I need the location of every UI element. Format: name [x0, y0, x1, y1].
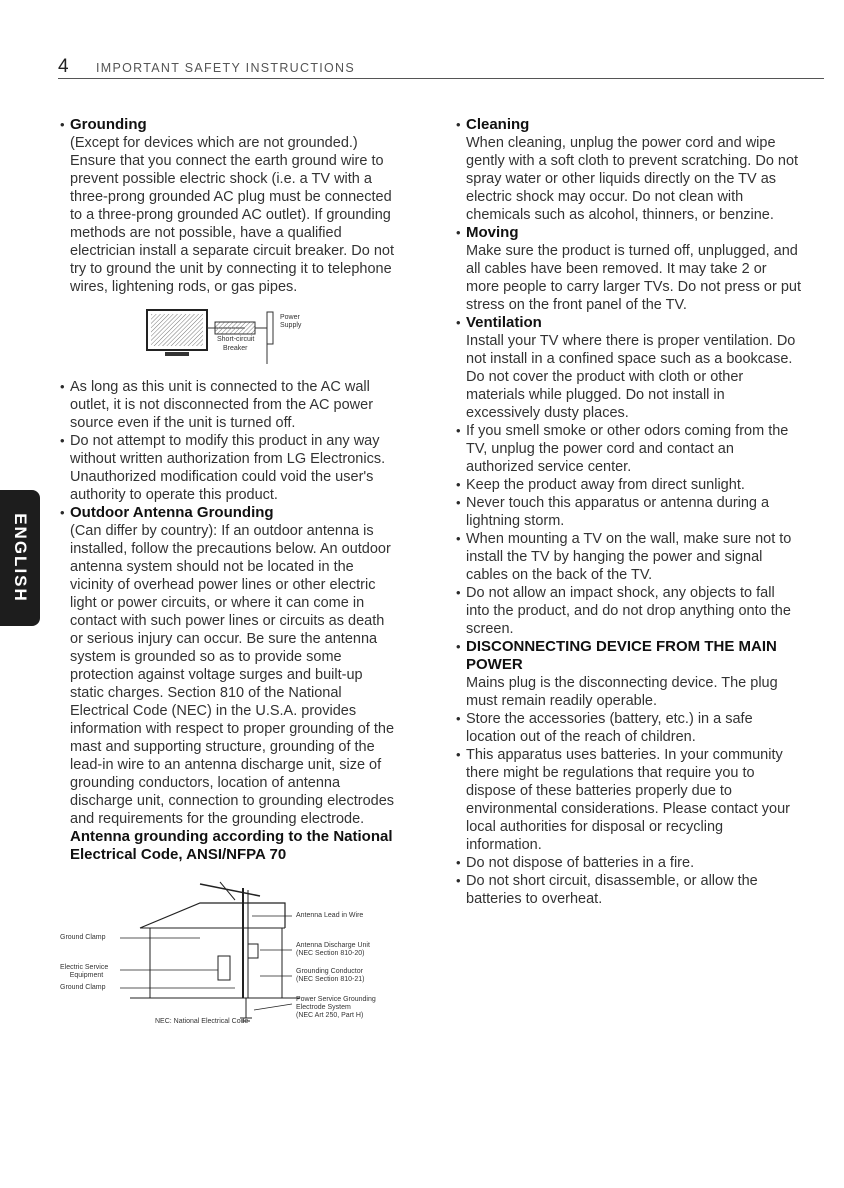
page-header [58, 56, 824, 79]
section-title: IMPORTANT SAFETY INSTRUCTIONS [96, 61, 356, 75]
accessories-text: • Store the accessories (battery, etc.) in a safe location out of the reach of children. [466, 711, 753, 745]
language-tab-label: ENGLISH [11, 513, 30, 603]
fire-text: • Do not dispose of batteries in a fire. [466, 855, 695, 871]
grounding-title: • Grounding [70, 116, 147, 133]
page-number: 4 [58, 56, 69, 77]
ground-clamp-label-1: Ground Clamp [60, 934, 106, 941]
modify-text: • Do not attempt to modify this product in any way without written authorization from LG Electronics. Unauthorized modification could void the user's authority to operate this product. [70, 433, 386, 503]
wall-mount-item [456, 530, 801, 584]
right-column [456, 116, 801, 908]
grounding-body: (Except for devices which are not grounded.) Ensure that you connect the earth ground wire to prevent possible electric shock (i.e. a TV with a three-prong grounded AC plug must be connected to a three-prong grounded AC outlet). If grounding methods are not possible, have a qualified electrician install a separate circuit breaker. Do not try to ground the unit by connecting it to telephone wires, lightening rods, or gas pipes. [70, 135, 394, 295]
ac-outlet-item [60, 378, 400, 432]
smoke-item [456, 422, 801, 476]
cleaning-item [456, 116, 801, 224]
impact-text: • Do not allow an impact shock, any objects to fall into the product, and do not drop anything onto the screen. [466, 585, 791, 637]
circuit-breaker-figure [145, 308, 345, 368]
wall-mount-text: • When mounting a TV on the wall, make sure not to install the TV by hanging the power and signal cables on the back of the TV. [466, 531, 792, 583]
nec-label: NEC: National Electrical Code [155, 1018, 249, 1025]
modify-item [60, 432, 400, 504]
outdoor-antenna-body: (Can differ by country): If an outdoor antenna is installed, follow the precautions below. An outdoor antenna system should not be located in the vicinity of overhead power lines or other electric light or power circuits, or where it can come in contact with such power lines or circuits as death or serious injury can occur. Be sure the antenna system is grounded so as to provide some protection against voltage surges and built-up static charges. Section 810 of the National Electrical Code (NEC) in the U.S.A. provides information with respect to proper grounding of the mast and supporting structure, grounding of the lead-in wire to an antenna discharge unit, size of grounding conductors, location of antenna discharge unit, connection to grounding electrodes and requirements for the grounding electrode. [70, 523, 395, 827]
short-circuit-item [456, 872, 801, 908]
grounding-conductor-label: Grounding Conductor (NEC Section 810-21) [296, 968, 365, 983]
ventilation-title: • Ventilation [466, 314, 542, 331]
batteries-text: • This apparatus uses batteries. In your community there might be regulations that require you to dispose of these batteries properly due to environmental considerations. Please contact your local authorities for disposal or recycling information. [466, 747, 791, 853]
outdoor-antenna-item [60, 504, 400, 828]
moving-title: • Moving [466, 224, 519, 241]
power-supply-label: Power Supply [280, 314, 302, 329]
antenna-lead-label: Antenna Lead in Wire [296, 912, 364, 919]
sunlight-text: • Keep the product away from direct sunlight. [466, 477, 745, 493]
short-circuit-text: • Do not short circuit, disassemble, or allow the batteries to overheat. [466, 873, 758, 907]
batteries-item [456, 746, 801, 854]
grounding-item [60, 116, 400, 296]
accessories-item [456, 710, 801, 746]
disconnecting-title: • DISCONNECTING DEVICE FROM THE MAIN POWER [466, 638, 777, 673]
fire-item [456, 854, 801, 872]
ground-clamp-label-2: Ground Clamp [60, 984, 106, 991]
moving-item [456, 224, 801, 314]
outdoor-antenna-title: • Outdoor Antenna Grounding [70, 504, 274, 521]
disconnecting-body: Mains plug is the disconnecting device. The plug must remain readily operable. [466, 675, 778, 709]
antenna-grounding-heading: Antenna grounding according to the National Electrical Code, ANSI/NFPA 70 [70, 828, 393, 863]
ventilation-item [456, 314, 801, 422]
ventilation-body: Install your TV where there is proper ventilation. Do not install in a confined space such as a bookcase. Do not cover the product with cloth or other materials while plugged. Do not install in excessively dusty places. [466, 333, 796, 421]
power-service-label: Power Service Grounding Electrode System (NEC Art 250, Part H) [296, 996, 376, 1019]
disconnecting-item [456, 638, 801, 710]
ac-outlet-text: • As long as this unit is connected to the AC wall outlet, it is not disconnected from the AC power source even if the unit is turned off. [70, 379, 374, 431]
sunlight-item [456, 476, 801, 494]
cleaning-body: When cleaning, unplug the power cord and wipe gently with a soft cloth to prevent scratching. Do not spray water or other liquids directly on the TV as electric shock may occur. Do not clean with chemicals such as alcohol, thinners, or benzine. [466, 135, 799, 223]
short-circuit-label: Short-circuit [217, 336, 255, 343]
lightning-text: • Never touch this apparatus or antenna during a lightning storm. [466, 495, 770, 529]
language-tab [0, 490, 40, 626]
discharge-unit-label: Antenna Discharge Unit (NEC Section 810-20) [296, 942, 370, 957]
antenna-grounding-figure [60, 878, 400, 1038]
electric-service-label: Electric Service Equipment [60, 964, 109, 979]
lightning-item [456, 494, 801, 530]
breaker-label: Breaker [223, 345, 248, 352]
left-column [60, 116, 400, 1038]
moving-body: Make sure the product is turned off, unplugged, and all cables have been removed. It may take 2 or more people to carry larger TVs. Do not press or put stress on the front panel of the TV. [466, 243, 801, 313]
impact-item [456, 584, 801, 638]
cleaning-title: • Cleaning [466, 116, 530, 133]
smoke-text: • If you smell smoke or other odors coming from the TV, unplug the power cord and contact an authorized service center. [466, 423, 789, 475]
